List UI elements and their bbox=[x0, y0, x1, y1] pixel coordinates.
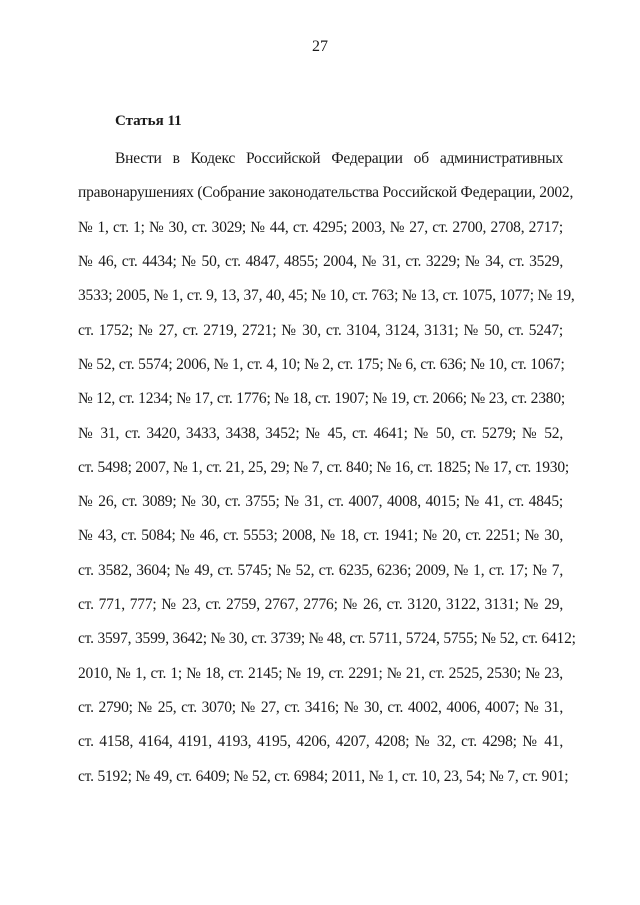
paragraph-line: ст. 5192; № 49, ст. 6409; № 52, ст. 6984; 2011, № 1, ст. 10, 23, 54; № 7, ст. 901; bbox=[78, 768, 569, 785]
paragraph-line: ст. 4158, 4164, 4191, 4193, 4195, 4206, 4207, 4208; № 32, ст. 4298; № 41, bbox=[78, 733, 563, 750]
paragraph-line: правонарушениях (Собрание законодательства Российской Федерации, 2002, bbox=[78, 184, 574, 201]
paragraph-line: 2010, № 1, ст. 1; № 18, ст. 2145; № 19, ст. 2291; № 21, ст. 2525, 2530; № 23, bbox=[78, 665, 563, 682]
paragraph-line: 3533; 2005, № 1, ст. 9, 13, 37, 40, 45; № 10, ст. 763; № 13, ст. 1075, 1077; № 19, bbox=[78, 287, 575, 304]
paragraph-line: № 12, ст. 1234; № 17, ст. 1776; № 18, ст. 1907; № 19, ст. 2066; № 23, ст. 2380; bbox=[78, 390, 565, 407]
paragraph-line: № 52, ст. 5574; 2006, № 1, ст. 4, 10; № 2, ст. 175; № 6, ст. 636; № 10, ст. 1067; bbox=[78, 356, 565, 373]
paragraph-line: ст. 2790; № 25, ст. 3070; № 27, ст. 3416; № 30, ст. 4002, 4006, 4007; № 31, bbox=[78, 699, 563, 716]
article-heading: Статья 11 bbox=[115, 113, 182, 129]
paragraph-line: № 31, ст. 3420, 3433, 3438, 3452; № 45, ст. 4641; № 50, ст. 5279; № 52, bbox=[78, 425, 563, 442]
paragraph-line: ст. 771, 777; № 23, ст. 2759, 2767, 2776; № 26, ст. 3120, 3122, 3131; № 29, bbox=[78, 596, 563, 613]
paragraph-line: ст. 3582, 3604; № 49, ст. 5745; № 52, ст. 6235, 6236; 2009, № 1, ст. 17; № 7, bbox=[78, 562, 563, 579]
paragraph-line: ст. 3597, 3599, 3642; № 30, ст. 3739; № 48, ст. 5711, 5724, 5755; № 52, ст. 6412; bbox=[78, 630, 576, 647]
paragraph-line: № 46, ст. 4434; № 50, ст. 4847, 4855; 2004, № 31, ст. 3229; № 34, ст. 3529, bbox=[78, 253, 563, 270]
paragraph-line: № 1, ст. 1; № 30, ст. 3029; № 44, ст. 4295; 2003, № 27, ст. 2700, 2708, 2717; bbox=[78, 219, 563, 236]
paragraph-line: Внести в Кодекс Российской Федерации об административных bbox=[115, 150, 563, 167]
page-number: 27 bbox=[312, 38, 328, 55]
paragraph-line: № 26, ст. 3089; № 30, ст. 3755; № 31, ст. 4007, 4008, 4015; № 41, ст. 4845; bbox=[78, 493, 563, 510]
paragraph-line: № 43, ст. 5084; № 46, ст. 5553; 2008, № 18, ст. 1941; № 20, ст. 2251; № 30, bbox=[78, 527, 563, 544]
paragraph-line: ст. 1752; № 27, ст. 2719, 2721; № 30, ст. 3104, 3124, 3131; № 50, ст. 5247; bbox=[78, 322, 563, 339]
paragraph-line: ст. 5498; 2007, № 1, ст. 21, 25, 29; № 7, ст. 840; № 16, ст. 1825; № 17, ст. 1930; bbox=[78, 459, 569, 476]
